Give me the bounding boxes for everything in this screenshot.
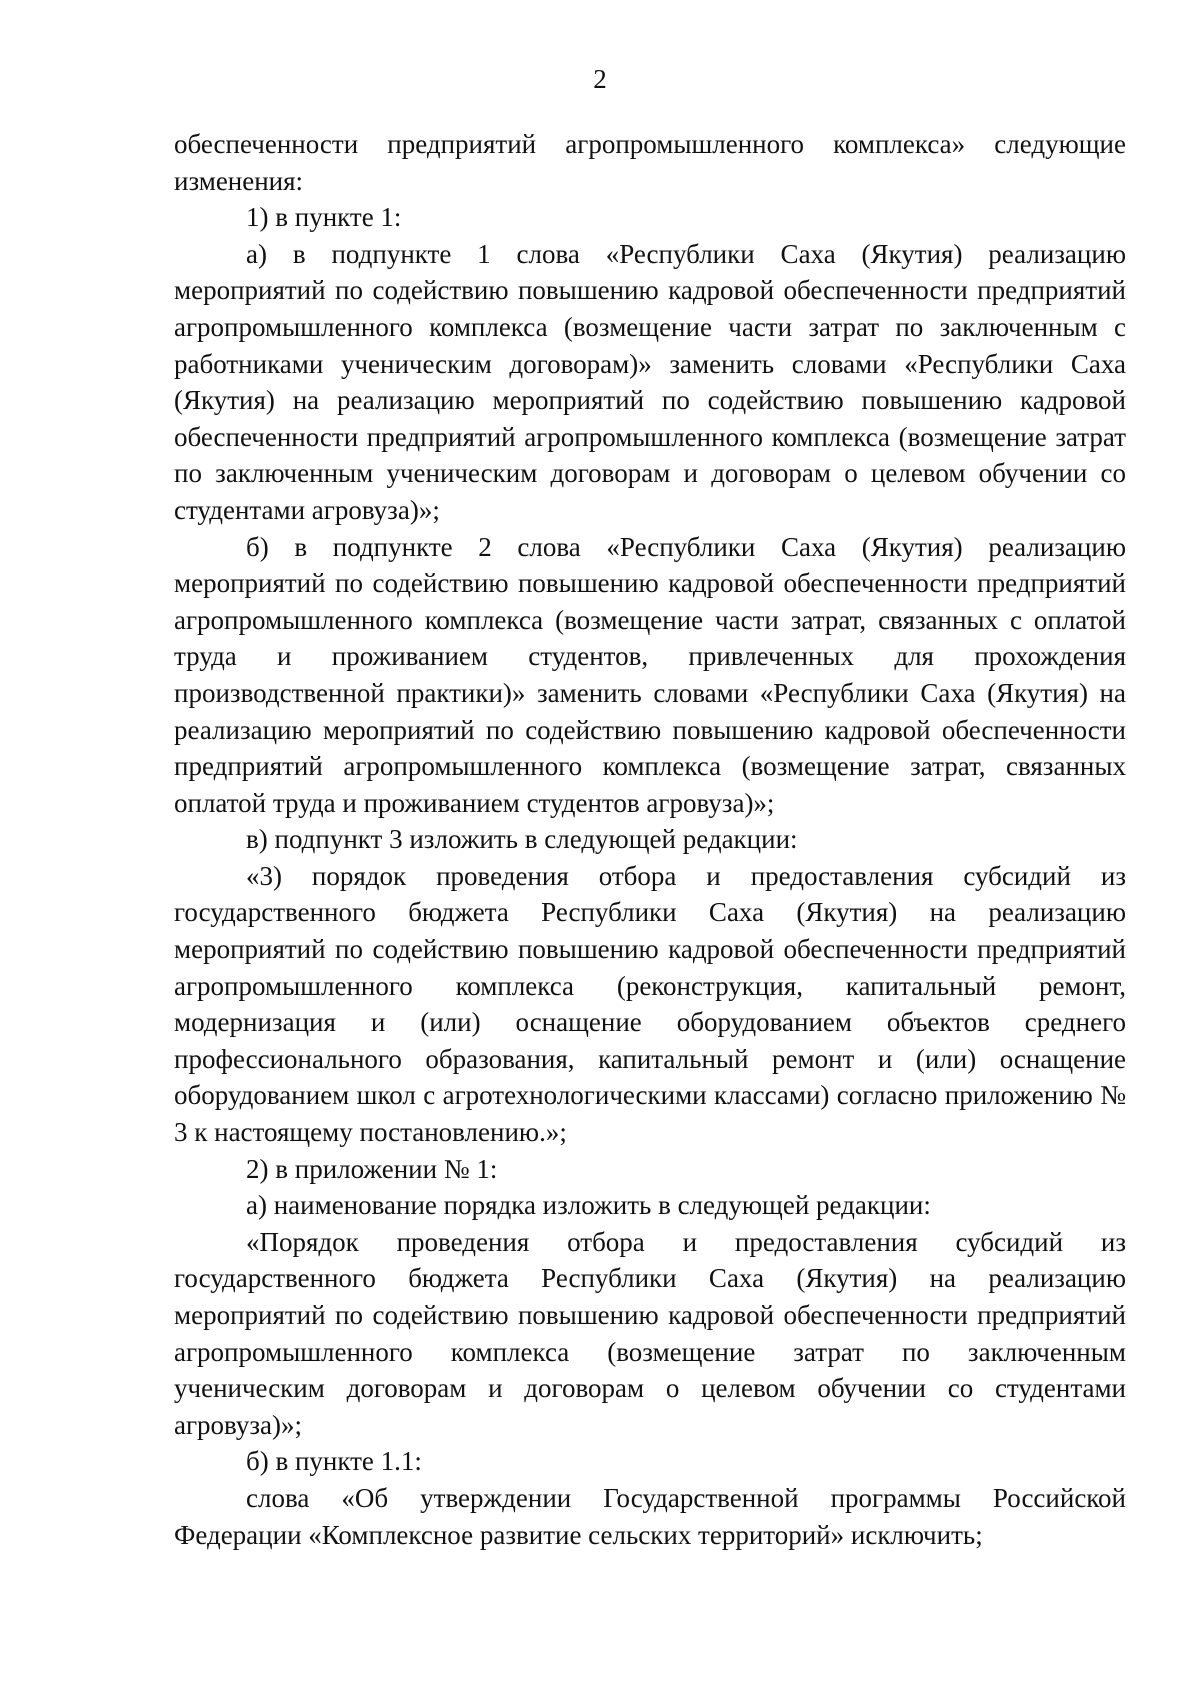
paragraph-item-1b: б) в подпункте 2 слова «Республики Саха (Якутия) реализацию мероприятий по содействию повышению кадровой обеспеченности предприятий агропромышленного комплекса (возмещение части затрат, связанных с оплатой труда и проживанием студентов, привлеченных для прохождения производственной практики)» заменить словами «Республики Саха (Якутия) на реализацию мероприятий по содействию повышению кадровой обеспеченности предприятий агропромышленного комплекса (возмещение затрат, связанных оплатой труда и проживанием студентов агровуза)»; <box>174 531 1126 818</box>
paragraph-item-1v-quote: «3) порядок проведения отбора и предоставления субсидий из государственного бюджета Республики Саха (Якутия) на реализацию мероприятий по содействию повышению кадровой обеспеченности предприятий агропромышленного комплекса (реконструкция, капитальный ремонт, модернизация и (или) оснащение оборудованием объектов среднего профессионального образования, капитальный ремонт и (или) оснащение оборудованием школ с агротехнологическими классами) согласно приложению № 3 к настоящему постановлению.»; <box>174 860 1126 1148</box>
paragraph-item-2: 2) в приложении № 1: <box>246 1153 498 1184</box>
paragraph-item-1v: в) подпункт 3 изложить в следующей редакции: <box>246 824 798 855</box>
page-number: 2 <box>593 64 607 94</box>
paragraph-item-2b: б) в пункте 1.1: <box>246 1446 422 1477</box>
paragraph-item-2a-quote: «Порядок проведения отбора и предоставления субсидий из государственного бюджета Республики Саха (Якутия) на реализацию мероприятий по содействию повышению кадровой обеспеченности предприятий агропромышленного комплекса (возмещение затрат по заключенным ученическим договорам и договорам о целевом обучении со студентами агровуза)»; <box>174 1226 1126 1440</box>
paragraph-item-1a: а) в подпункте 1 слова «Республики Саха (Якутия) реализацию мероприятий по содействию повышению кадровой обеспеченности предприятий агропромышленного комплекса (возмещение части затрат по заключенным с работниками ученическим договорам)» заменить словами «Республики Саха (Якутия) на реализацию мероприятий по содействию повышению кадровой обеспеченности предприятий агропромышленного комплекса (возмещение затрат по заключенным ученическим договорам и договорам о целевом обучении со студентами агровуза)»; <box>174 238 1126 525</box>
document-body <box>174 126 1126 1553</box>
paragraph-continuation: обеспеченности предприятий агропромышленного комплекса» следующие изменения: <box>174 129 1126 196</box>
paragraph-item-1: 1) в пункте 1: <box>246 202 402 233</box>
paragraph-item-2b-text: слова «Об утверждении Государственной программы Российской Федерации «Комплексное развитие сельских территорий» исключить; <box>174 1482 1126 1550</box>
paragraph-item-2a: а) наименование порядка изложить в следующей редакции: <box>246 1190 931 1221</box>
